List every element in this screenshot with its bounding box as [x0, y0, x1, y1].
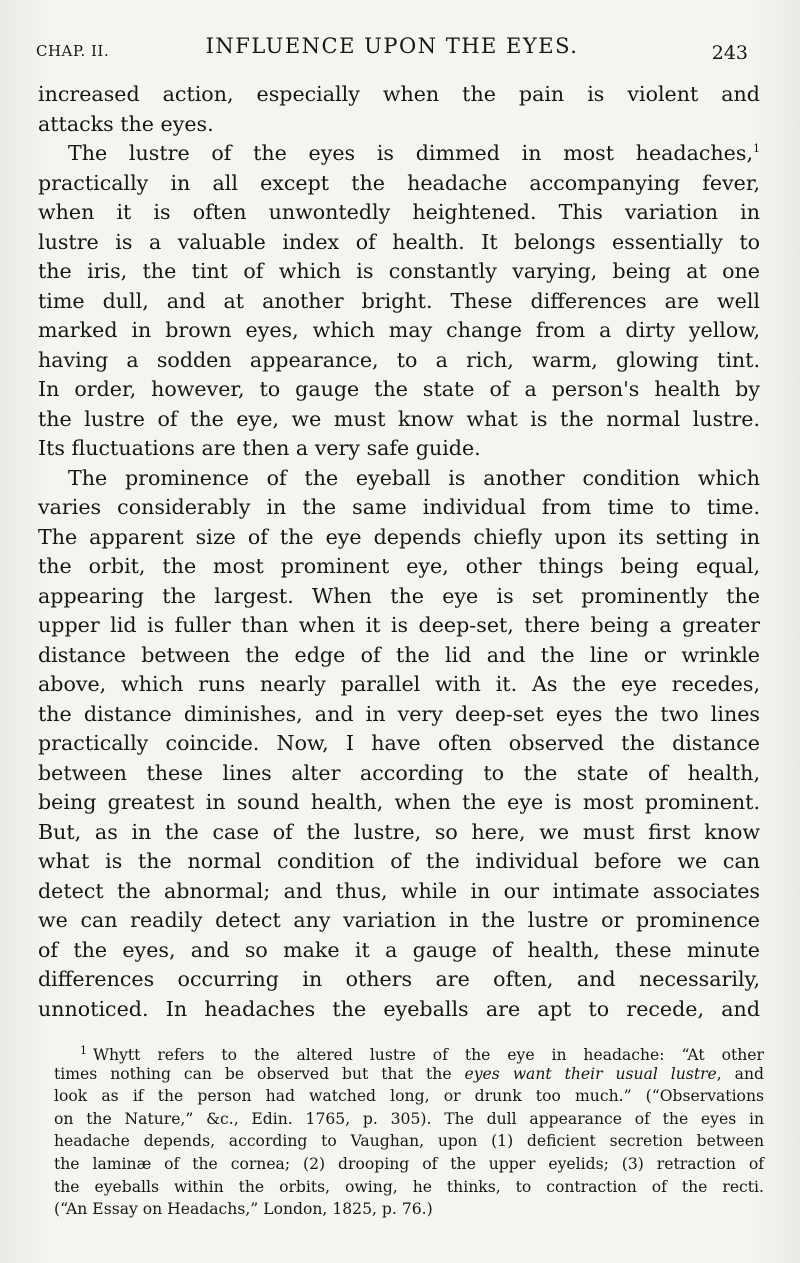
- footnote-line: [54, 1063, 764, 1086]
- text-line: of the eyes, and so make it a gauge of health, these minute: [38, 937, 760, 962]
- text-line: appearing the largest. When the eye is set prominently the: [38, 583, 760, 608]
- text-line-with-footnote-ref: [38, 139, 760, 169]
- text-line: the orbit, the most prominent eye, other things being equal,: [38, 554, 760, 578]
- text-line: the distance diminishes, and in very deep-set eyes the two lines: [38, 701, 760, 726]
- footnote-line: the laminæ of the cornea; (2) drooping of the upper eyelids; (3) retraction of: [54, 1154, 764, 1173]
- text-line: the iris, the tint of which is constantly varying, being at one: [38, 259, 760, 283]
- body-text: [38, 80, 760, 1024]
- page-number: 243: [711, 42, 748, 64]
- text-line: being greatest in sound health, when the eye is most prominent.: [38, 790, 760, 814]
- text-line: lustre is a valuable index of health. It belongs essentially to: [38, 229, 760, 254]
- text-line: time dull, and at another bright. These differences are well: [38, 288, 760, 313]
- running-head: [36, 32, 748, 62]
- text-line: varies considerably in the same individual from time to time.: [38, 495, 760, 519]
- footnote-text: times nothing can be observed but that the: [54, 1064, 465, 1083]
- text-line: above, which runs nearly parallel with it. As the eye recedes,: [38, 672, 760, 696]
- footnote-marker: 1: [80, 1044, 87, 1057]
- text-line: The apparent size of the eye depends chiefly upon its setting in: [38, 524, 760, 549]
- text-line: practically coincide. Now, I have often observed the distance: [38, 731, 760, 755]
- footnote-reference: 1: [753, 142, 760, 155]
- text-line: detect the abnormal; and thus, while in our intimate associates: [38, 878, 760, 903]
- text-line: differences occurring in others are often, and necessarily,: [38, 967, 760, 991]
- footnote-line: look as if the person had watched long, or drunk too much.” (“Observations: [54, 1087, 764, 1106]
- footnote-line: on the Nature,” &c., Edin. 1765, p. 305). The dull appearance of the eyes in: [54, 1109, 764, 1128]
- text-line: between these lines alter according to the state of health,: [38, 760, 760, 785]
- footnote-text: , and: [716, 1064, 764, 1083]
- text-line: But, as in the case of the lustre, so here, we must first know: [38, 819, 760, 844]
- footnote-text: Whytt refers to the altered lustre of the eye in headache: “At other: [93, 1046, 764, 1064]
- text-line: unnoticed. In headaches the eyeballs are apt to recede, and: [38, 996, 760, 1021]
- page-title: INFLUENCE UPON THE EYES.: [205, 34, 579, 58]
- text-line: increased action, especially when the pain is violent and: [38, 82, 760, 106]
- text-line: The lustre of the eyes is dimmed in most headaches,: [68, 141, 753, 165]
- footnote-emphasis: eyes want their usual lustre: [464, 1064, 717, 1083]
- text-line: Its fluctuations are then a very safe guide.: [38, 436, 481, 460]
- text-line: upper lid is fuller than when it is deep-set, there being a greater: [38, 613, 760, 637]
- footnote-line: (“An Essay on Headachs,” London, 1825, p. 76.): [54, 1200, 433, 1219]
- text-line: In order, however, to gauge the state of a person's health by: [38, 377, 760, 401]
- chapter-label: CHAP. II.: [36, 42, 110, 60]
- text-line: marked in brown eyes, which may change from a dirty yellow,: [38, 318, 760, 342]
- text-line: practically in all except the headache accompanying fever,: [38, 170, 760, 195]
- text-line: the lustre of the eye, we must know what is the normal lustre.: [38, 406, 760, 431]
- text-line: distance between the edge of the lid and the line or wrinkle: [38, 642, 760, 667]
- footnote-line: [54, 1040, 764, 1063]
- footnote-line: the eyeballs within the orbits, owing, he thinks, to contraction of the recti.: [54, 1177, 764, 1196]
- text-line: when it is often unwontedly heightened. This variation in: [38, 200, 760, 224]
- text-line: The prominence of the eyeball is another condition which: [68, 465, 760, 490]
- text-line: attacks the eyes.: [38, 111, 214, 136]
- footnote: [54, 1040, 764, 1221]
- text-line: we can readily detect any variation in the lustre or prominence: [38, 908, 760, 932]
- text-line: having a sodden appearance, to a rich, warm, glowing tint.: [38, 347, 760, 372]
- text-line: what is the normal condition of the individual before we can: [38, 849, 760, 873]
- footnote-line: headache depends, according to Vaughan, upon (1) deficient secretion between: [54, 1132, 764, 1151]
